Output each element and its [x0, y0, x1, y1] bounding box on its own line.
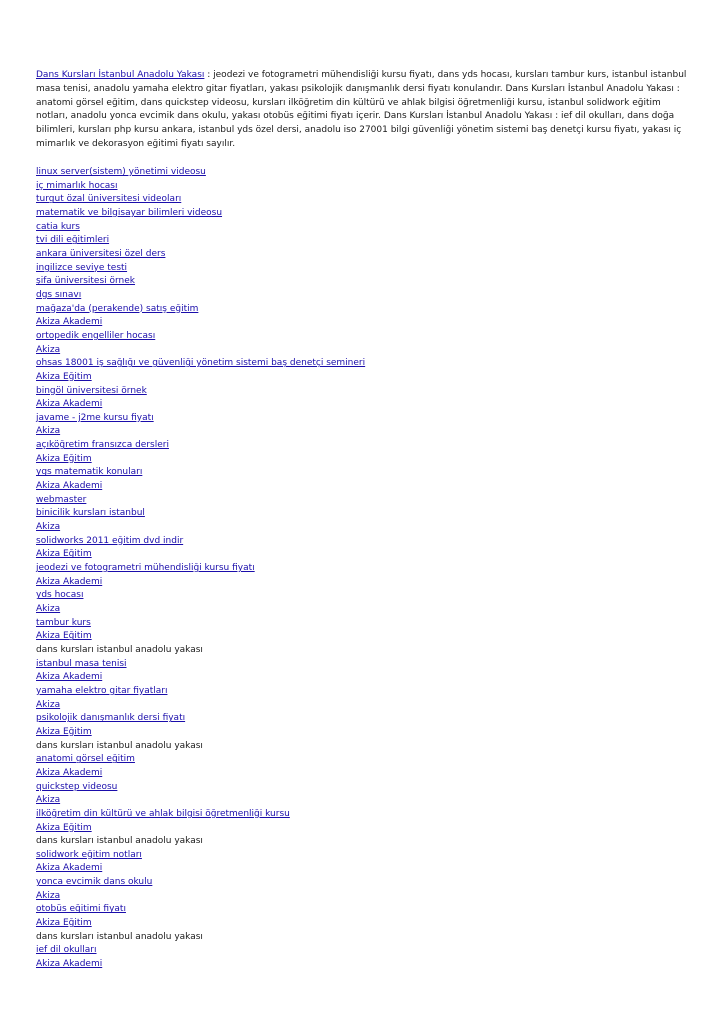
list-link[interactable]: matematik ve bilgisayar bilimleri videosu	[36, 207, 223, 218]
intro-text: : jeodezi ve fotogrametri mühendisliği kursu fiyatı, dans yds hocası, kursları tambur kurs, istanbul istanbul masa tenisi, anadolu yamaha elektro gitar fiyatları, yakası psikolojik danışmanlık dersi fiyatı konulandır. Dans Kursları İstanbul Anadolu Yakası : anatomi görsel eğitim, dans quickstep videosu, kursları ilköğretim din kültürü ve ahlak bilgisi öğretmenliği kursu, istanbul solidwork eğitim notları, anadolu yonca evcimik dans okulu, yakası otobüs eğitimi fiyatı içerir. Dans Kursları İstanbul Anadolu Yakası : ief dil okulları, dans doğa bilimleri, kursları php kursu ankara, istanbul yds özel dersi, anadolu iso 27001 bilgi güvenliği yönetim sistemi baş denetçi kursu fiyatı, yakası iç mimarlık ve dekorasyon eğitimi fiyatı sayılır.	[36, 70, 687, 149]
list-link[interactable]: quickstep videosu	[36, 781, 118, 792]
intro-title-link[interactable]: Dans Kursları İstanbul Anadolu Yakası	[36, 70, 205, 80]
list-item	[36, 876, 696, 890]
list-text: dans kursları istanbul anadolu yakası	[36, 836, 203, 847]
list-link[interactable]: ilköğretim din kültürü ve ahlak bilgisi öğretmenliği kursu	[36, 808, 290, 819]
list-link[interactable]: Akiza Eğitim	[36, 631, 92, 642]
list-item	[36, 753, 696, 767]
list-link[interactable]: Akiza Akademi	[36, 672, 103, 683]
list-item	[36, 849, 696, 863]
list-text: dans kursları istanbul anadolu yakası	[36, 931, 203, 942]
list-link[interactable]: dgs sınavı	[36, 289, 82, 300]
list-item	[36, 958, 696, 972]
list-item	[36, 180, 696, 194]
list-link[interactable]: Akiza Akademi	[36, 863, 103, 874]
list-item	[36, 221, 696, 235]
list-link[interactable]: psikolojik danışmanlık dersi fiyatı	[36, 713, 186, 724]
list-link[interactable]: Akiza	[36, 699, 61, 710]
list-item	[36, 685, 696, 699]
list-item	[36, 726, 696, 740]
list-link[interactable]: jeodezi ve fotogrametri mühendisliği kursu fiyatı	[36, 563, 255, 574]
list-item	[36, 207, 696, 221]
list-item	[36, 808, 696, 822]
list-link[interactable]: tambur kurs	[36, 617, 91, 628]
list-item	[36, 330, 696, 344]
list-link[interactable]: Akiza	[36, 522, 61, 533]
list-item	[36, 193, 696, 207]
list-item	[36, 944, 696, 958]
list-link[interactable]: ief dil okulları	[36, 945, 97, 956]
list-item	[36, 344, 696, 358]
list-item	[36, 917, 696, 931]
list-item	[36, 931, 696, 945]
link-list	[36, 166, 696, 972]
list-link[interactable]: açıköğretim fransızca dersleri	[36, 440, 169, 451]
list-text: dans kursları istanbul anadolu yakası	[36, 740, 203, 751]
list-link[interactable]: Akiza Akademi	[36, 767, 103, 778]
list-item	[36, 548, 696, 562]
list-item	[36, 903, 696, 917]
list-link[interactable]: bingöl üniversitesi örnek	[36, 385, 147, 396]
list-link[interactable]: yds hocası	[36, 590, 84, 601]
list-item	[36, 603, 696, 617]
list-link[interactable]: Akiza Eğitim	[36, 726, 92, 737]
list-item	[36, 658, 696, 672]
list-item	[36, 453, 696, 467]
list-item	[36, 521, 696, 535]
list-link[interactable]: şifa üniversitesi örnek	[36, 276, 136, 287]
list-item	[36, 303, 696, 317]
list-item	[36, 617, 696, 631]
list-item	[36, 234, 696, 248]
list-link[interactable]: ohsas 18001 iş sağlığı ve güvenliği yönetim sistemi baş denetçi semineri	[36, 358, 366, 369]
list-item	[36, 357, 696, 371]
list-link[interactable]: iç mimarlık hocası	[36, 180, 118, 191]
list-item	[36, 699, 696, 713]
list-item	[36, 385, 696, 399]
list-item	[36, 166, 696, 180]
list-link[interactable]: Akiza Eğitim	[36, 918, 92, 929]
list-link[interactable]: catia kurs	[36, 221, 80, 232]
list-item	[36, 535, 696, 549]
list-link[interactable]: mağaza'da (perakende) satış eğitim	[36, 303, 199, 314]
list-item	[36, 644, 696, 658]
list-item	[36, 480, 696, 494]
list-item	[36, 862, 696, 876]
list-link[interactable]: Akiza Akademi	[36, 481, 103, 492]
list-item	[36, 316, 696, 330]
list-item	[36, 398, 696, 412]
list-link[interactable]: ingilizce seviye testi	[36, 262, 128, 273]
list-item	[36, 494, 696, 508]
list-item	[36, 712, 696, 726]
list-item	[36, 576, 696, 590]
list-item	[36, 466, 696, 480]
list-link[interactable]: Akiza Eğitim	[36, 822, 92, 833]
list-link[interactable]: ankara üniversitesi özel ders	[36, 248, 166, 259]
list-item	[36, 275, 696, 289]
list-link[interactable]: Akiza Akademi	[36, 576, 103, 587]
list-item	[36, 671, 696, 685]
list-item	[36, 262, 696, 276]
list-item	[36, 371, 696, 385]
list-link[interactable]: javame - j2me kursu fiyatı	[36, 412, 154, 423]
list-link[interactable]: anatomi görsel eğitim	[36, 754, 135, 765]
list-item	[36, 740, 696, 754]
list-item	[36, 822, 696, 836]
list-link[interactable]: Akiza	[36, 344, 61, 355]
list-item	[36, 781, 696, 795]
list-item	[36, 835, 696, 849]
list-link[interactable]: ygs matematik konuları	[36, 467, 143, 478]
list-link[interactable]: Akiza	[36, 604, 61, 614]
list-link[interactable]: Akiza	[36, 890, 61, 901]
list-link[interactable]: Akiza Eğitim	[36, 549, 92, 560]
list-item	[36, 630, 696, 644]
list-link[interactable]: Akiza	[36, 795, 61, 806]
intro-paragraph	[36, 69, 691, 152]
list-item	[36, 589, 696, 603]
list-item	[36, 289, 696, 303]
list-link[interactable]: turgut özal üniversitesi videoları	[36, 194, 182, 205]
list-link[interactable]: ortopedik engelliler hocası	[36, 330, 156, 341]
list-link[interactable]: webmaster	[36, 494, 87, 505]
list-link[interactable]: otobüs eğitimi fiyatı	[36, 904, 126, 915]
list-item	[36, 412, 696, 426]
list-item	[36, 439, 696, 453]
list-item	[36, 248, 696, 262]
list-link[interactable]: Akiza Eğitim	[36, 371, 92, 382]
list-link[interactable]: Akiza	[36, 426, 61, 437]
list-link[interactable]: solidwork eğitim notları	[36, 849, 142, 860]
list-text: dans kursları istanbul anadolu yakası	[36, 644, 203, 655]
list-item	[36, 507, 696, 521]
list-link[interactable]: Akiza Eğitim	[36, 453, 92, 464]
list-item	[36, 890, 696, 904]
list-link[interactable]: Akiza Akademi	[36, 317, 103, 328]
list-link[interactable]: yamaha elektro gitar fiyatları	[36, 685, 168, 696]
list-item	[36, 562, 696, 576]
list-link[interactable]: Akiza Akademi	[36, 959, 103, 970]
list-item	[36, 767, 696, 781]
list-link[interactable]: yonca evcimik dans okulu	[36, 877, 153, 888]
list-link[interactable]: solidworks 2011 eğitim dvd indir	[36, 535, 184, 546]
list-item	[36, 794, 696, 808]
list-link[interactable]: linux server(sistem) yönetimi videosu	[36, 167, 206, 177]
list-link[interactable]: tvi dili eğitimleri	[36, 235, 110, 246]
list-link[interactable]: istanbul masa tenisi	[36, 658, 127, 669]
list-link[interactable]: Akiza Akademi	[36, 399, 103, 410]
list-item	[36, 425, 696, 439]
list-link[interactable]: binicilik kursları istanbul	[36, 508, 145, 519]
